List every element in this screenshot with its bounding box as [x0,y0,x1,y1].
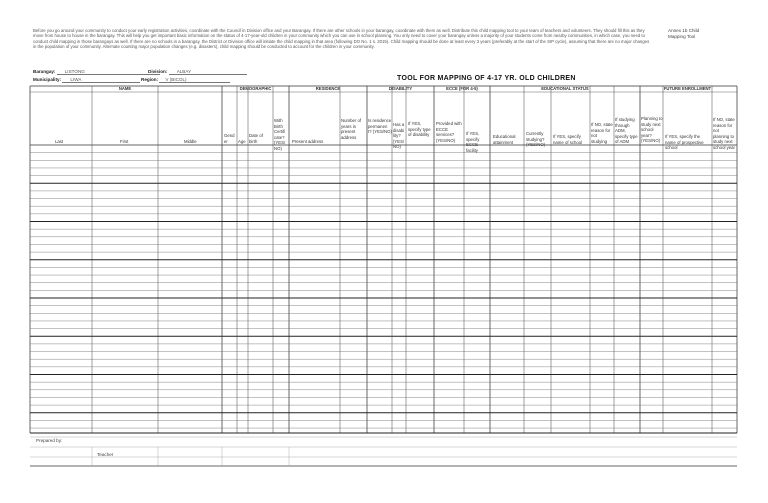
col-not-planning-reason-header: If NO, state reason for not planning to study next school year [713,117,735,150]
col-gender-header: Gend er [224,133,235,144]
group-educational-status: EDUCATIONAL STATUS [541,86,589,91]
barangay-label: Barangay: [33,69,56,74]
group-disability: DISABILITY [388,86,413,91]
municipality-value[interactable]: LIWA [62,77,140,83]
col-age-header: Age [238,139,246,144]
col-school-name-header: If YES, specify name of school [553,134,583,145]
col-last-header: Last [55,139,64,144]
col-currently-studying-header: Currently studying? (YES/NO) [526,131,546,147]
col-attainment-header: Educational attainment [493,134,516,145]
municipality-label: Municipality: [33,77,62,82]
col-ecce-facility-header: If YES, specify ECCE facility [466,131,480,153]
instructions-text: Before you go around your community to conduct your early registration activities, coordinate with the Council in Division office and your Barangay. If there are other schools in your barangay, coordinate with them as well. Distribute this child mapping tool to your team of teachers and volunteers. They should fill this as they move from house to house in the barangay. This will help you get important basic information on the status of 4-17-year-old children in your community which you can use in school planning. You only need to cover your barangay unless a majority of your students come from nearby communities, in which case, you need to conduct child mapping in those barangays as well. If there are no schools in a barangay, the District or Division office will initiate the child mapping in that area (following DO No. 1 s. 2015). Child mapping should be done at least every 3 years (preferably at the start of the SIP cycle), assuming that there are no major changes in the population of your community. Alternate counting major population changes (e.g. disasters), child mapping should be conducted to account for the children in your community. [33,28,650,50]
group-ecce: ECCE (FOR 4-5) [446,86,478,91]
col-has-disability-header: Has a disabi lity? (YES/ NO) [393,122,405,149]
group-residence: RESIDENCE [315,86,341,91]
col-dob-header: Date of birth [249,133,263,144]
prepared-by-label: Prepared by: [36,438,63,443]
col-address-header: Present address [292,139,324,144]
col-middle-header: Middle [184,139,197,144]
form-title: TOOL FOR MAPPING OF 4-17 YR. OLD CHILDREN [397,75,576,82]
group-future-enrollment: FUTURE ENROLLMENT [663,86,712,91]
col-permanent-header: Is residence permanen t? (YES/NO) [368,118,392,134]
group-demographic: DEMOGRAPHIC [239,86,272,91]
col-birth-cert-header: With Birth Certifi cate? (YES/ NO) [274,118,286,151]
annex-line-2: Mapping Tool [668,34,696,39]
teacher-label: Teacher [97,452,114,457]
barangay-value[interactable]: LISTONG [57,69,160,75]
col-adm-header: If studying through ADM, specify type of ADM [615,117,638,144]
group-name: NAME [118,86,132,91]
col-prospective-school-header: If YES, specify the name of prospective school [665,134,704,150]
division-value[interactable]: ALBAY [169,69,247,75]
col-disability-type-header: If YES, specify type of disability [408,121,431,137]
col-first-header: First [120,139,129,144]
col-reason-not-studying-header: If NO, state reason for not studying [591,122,613,144]
annex-line-1: Annex 1b Child [668,28,700,33]
col-ecce-services-header: Provided with ECCE services? (YES/NO) [436,121,462,143]
region-value[interactable]: V (BICOL) [159,77,230,83]
region-label: Region: [141,77,159,82]
division-label: Division: [148,69,168,74]
col-years-residence-header: Number of years in present address [341,118,362,140]
col-planning-header: Planning to study next school year? (YES/NO) [641,116,663,143]
